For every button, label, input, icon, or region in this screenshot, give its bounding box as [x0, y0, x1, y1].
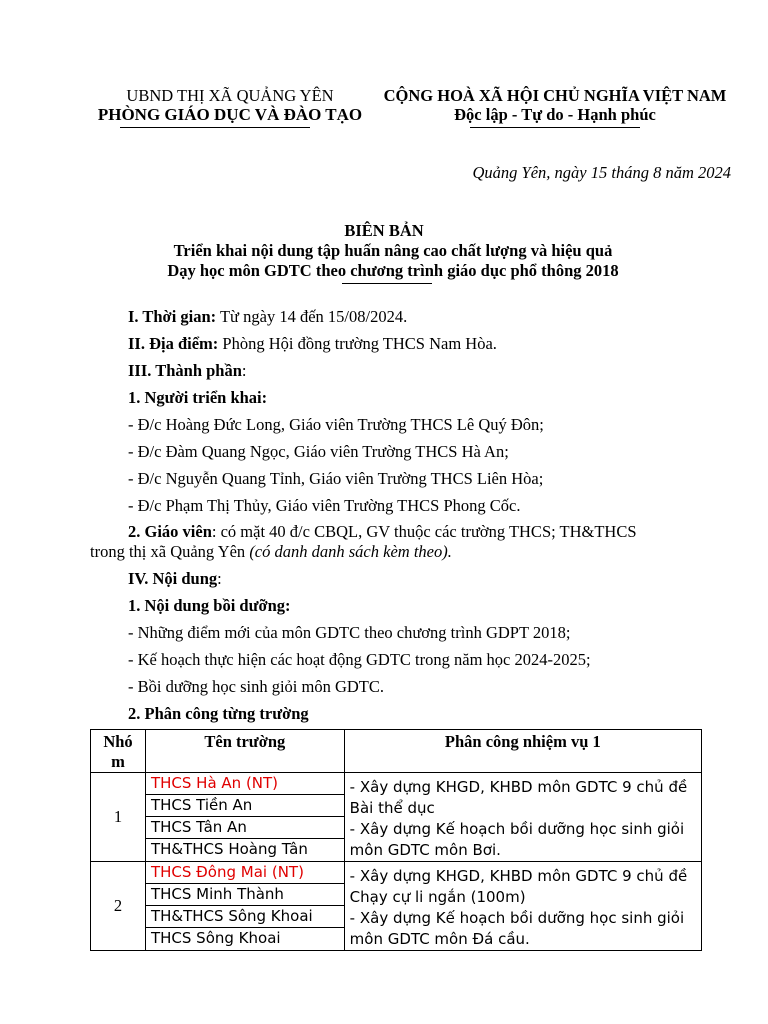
teachers-row-cont	[90, 542, 452, 562]
presenters-heading: 1. Người triển khai:	[128, 388, 268, 407]
task-list	[344, 862, 701, 951]
document-subtitle-1: Triển khai nội dung tập huấn nâng cao chất lượng và hiệu quả	[173, 241, 613, 260]
teachers-note: (có danh danh sách kèm theo).	[249, 542, 452, 561]
training-item: - Kế hoạch thực hiện các hoạt động GDTC trong năm học 2024-2025;	[128, 650, 591, 669]
place-value: Phòng Hội đồng trường THCS Nam Hòa.	[218, 334, 497, 353]
school-name: THCS Tân An	[146, 817, 344, 839]
column-header-school: Tên trường	[145, 730, 344, 773]
task-item: - Xây dựng Kế hoạch bồi dưỡng học sinh giỏi môn GDTC môn Đá cầu.	[349, 909, 685, 948]
department-name: PHÒNG GIÁO DỤC VÀ ĐÀO TẠO	[97, 105, 363, 124]
content-label: IV. Nội dung	[128, 569, 218, 588]
task-item: - Xây dựng KHGD, KHBD môn GDTC 9 chủ đề Bài thể dục	[349, 778, 688, 817]
date-line: Quảng Yên, ngày 15 tháng 8 năm 2024	[472, 163, 731, 182]
lead-school: THCS Hà An (NT)	[146, 773, 344, 795]
document-subtitle-2: Dạy học môn GDTC theo chương trình giáo dục phổ thông 2018	[167, 261, 619, 280]
task-item: - Xây dựng KHGD, KHBD môn GDTC 9 chủ đề Chạy cự li ngắn (100m)	[349, 867, 688, 906]
document-title: BIÊN BẢN	[344, 221, 424, 240]
lead-school: THCS Đông Mai (NT)	[146, 862, 344, 884]
teachers-label: 2. Giáo viên	[128, 522, 212, 541]
presenter-item: - Đ/c Đàm Quang Ngọc, Giáo viên Trường THCS Hà An;	[128, 442, 509, 461]
school-name: TH&THCS Sông Khoai	[146, 906, 344, 928]
presenter-item: - Đ/c Hoàng Đức Long, Giáo viên Trường THCS Lê Quý Đôn;	[128, 415, 544, 434]
school-list	[145, 862, 344, 951]
teachers-row	[128, 522, 637, 542]
national-title: CỘNG HOÀ XÃ HỘI CHỦ NGHĨA VIỆT NAM	[383, 86, 727, 105]
content-colon: :	[217, 569, 222, 588]
column-header-task: Phân công nhiệm vụ 1	[344, 730, 701, 773]
training-item: - Bồi dưỡng học sinh giỏi môn GDTC.	[128, 677, 384, 696]
header-right-underline	[470, 127, 640, 128]
members-colon: :	[241, 361, 247, 380]
time-value: Từ ngày 14 đến 15/08/2024.	[216, 307, 408, 326]
presenter-item: - Đ/c Phạm Thị Thủy, Giáo viên Trường THCS Phong Cốc.	[128, 496, 521, 515]
place-label: II. Địa điểm:	[128, 334, 219, 353]
training-item: - Những điểm mới của môn GDTC theo chương trình GDPT 2018;	[128, 623, 571, 642]
title-underline	[342, 283, 432, 284]
time-label: I. Thời gian:	[128, 307, 217, 326]
assignment-heading: 2. Phân công từng trường	[128, 704, 309, 723]
school-name: THCS Tiền An	[146, 795, 344, 817]
school-list	[145, 773, 344, 862]
group-number: 2	[91, 862, 146, 951]
school-name: THCS Minh Thành	[146, 884, 344, 906]
group-number: 1	[91, 773, 146, 862]
place-row	[128, 334, 497, 354]
time-row	[128, 307, 407, 327]
members-label: III. Thành phần	[128, 361, 242, 380]
teachers-text-cont: trong thị xã Quảng Yên	[90, 542, 250, 561]
national-motto: Độc lập - Tự do - Hạnh phúc	[454, 105, 656, 124]
assignment-table	[90, 729, 702, 951]
school-name: THCS Sông Khoai	[150, 929, 281, 947]
content-heading	[128, 569, 222, 589]
agency-name: UBND THỊ XÃ QUẢNG YÊN	[126, 86, 334, 105]
presenter-item: - Đ/c Nguyễn Quang Tỉnh, Giáo viên Trường THCS Liên Hòa;	[128, 469, 544, 488]
table-row	[91, 773, 702, 862]
task-list	[344, 773, 701, 862]
table-row	[91, 862, 702, 951]
members-heading	[128, 361, 247, 381]
task-item: - Xây dựng Kế hoạch bồi dưỡng học sinh giỏi môn GDTC môn Bơi.	[349, 820, 685, 859]
teachers-text: : có mặt 40 đ/c CBQL, GV thuộc các trường THCS; TH&THCS	[211, 522, 637, 541]
column-header-group: Nhó m	[91, 730, 146, 773]
training-heading: 1. Nội dung bồi dưỡng:	[128, 596, 291, 615]
header-left-underline	[120, 127, 310, 128]
school-name: TH&THCS Hoàng Tân	[150, 840, 308, 858]
table-header-row	[91, 730, 702, 773]
